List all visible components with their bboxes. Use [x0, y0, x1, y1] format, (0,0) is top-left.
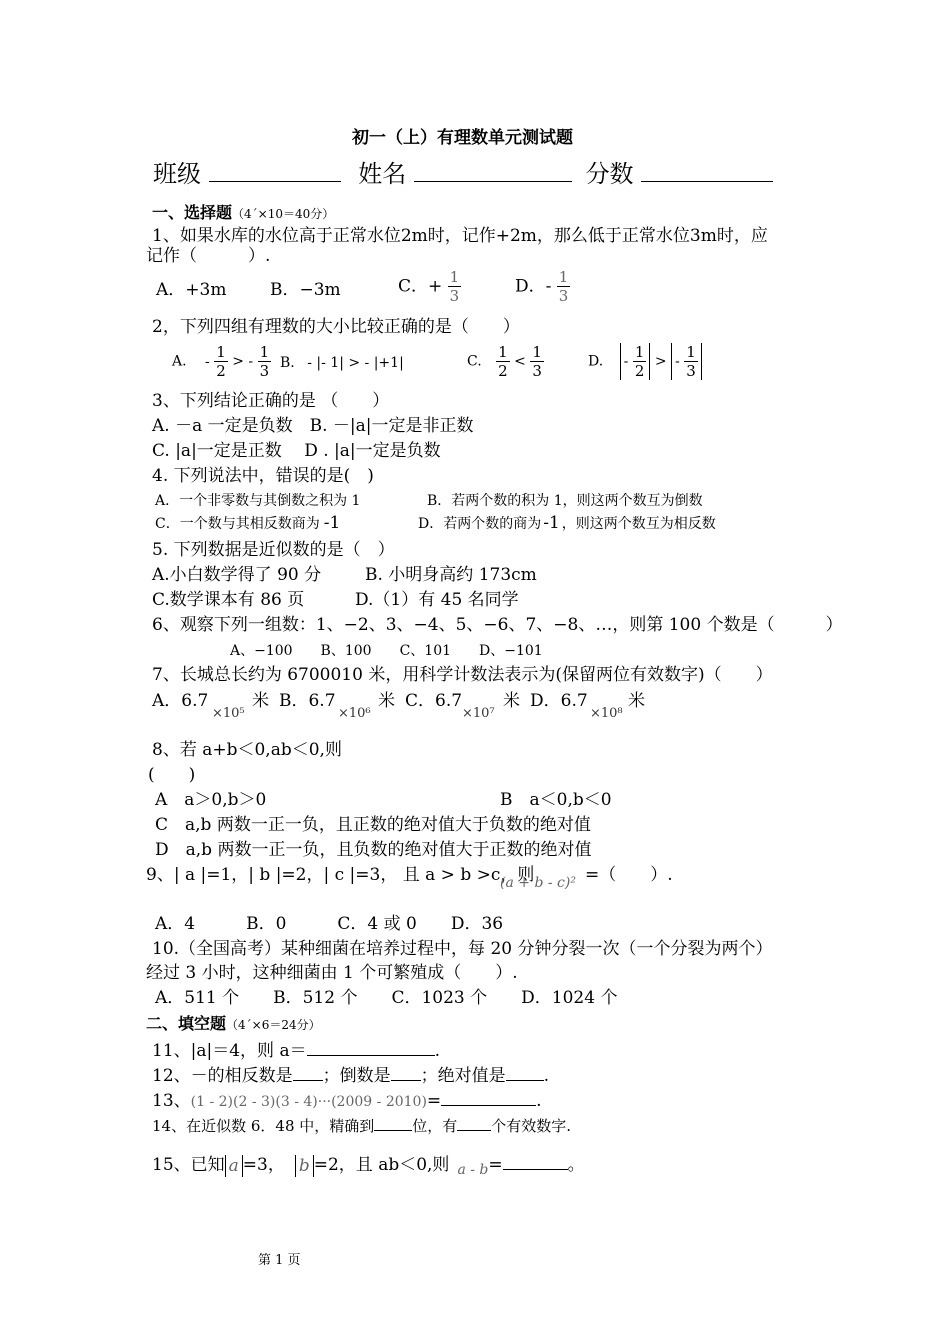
q2-option-d: [588, 343, 702, 380]
q14-text-tail: 个有效数字.: [491, 1117, 572, 1135]
q12-text-absolute: ；绝对值是: [420, 1066, 506, 1086]
q4-option-c: [155, 512, 340, 535]
q4-option-d-text: D．若两个数的商为: [418, 516, 542, 532]
q4-option-c-text: C．一个数与其相反数商为: [155, 516, 320, 532]
score-blank[interactable]: [641, 161, 773, 182]
q5-option-c: C.数学课本有 86 页: [152, 590, 305, 610]
q13-period: .: [536, 1091, 542, 1111]
q2-d-abs1: [620, 343, 651, 380]
q12-period: .: [543, 1066, 550, 1086]
minus-sign: -: [205, 353, 210, 370]
q5-stem: 5. 下列数据是近似数的是（ ）: [152, 540, 395, 560]
q6-options: A、−100 B、100 C、101 D、−101: [230, 643, 543, 659]
q14-precision-blank[interactable]: [374, 1113, 412, 1131]
fraction-numerator: 1: [449, 268, 460, 286]
q2-option-c: [467, 343, 544, 380]
q9-tail: =（ ）.: [585, 865, 673, 885]
q10-options: A．511 个 B．512 个 C．1023 个 D．1024 个: [155, 988, 618, 1008]
name-blank[interactable]: [414, 161, 572, 182]
q2-d-frac2: [684, 343, 698, 380]
section-choice-heading: [152, 202, 334, 225]
q15-text-condition: =2，且 ab＜0,则: [313, 1155, 450, 1175]
q3-options-ab: A. －a 一定是负数 B. －|a|一定是非正数: [152, 416, 474, 436]
fraction-denominator: 3: [259, 362, 270, 380]
q2-stem: 2，下列四组有理数的大小比较正确的是（ ）: [152, 317, 520, 337]
q4-option-d-tail: ，则这两个数互为相反数: [561, 516, 716, 532]
fraction-denominator: 3: [558, 287, 569, 305]
page-title: 初一（上）有理数单元测试题: [352, 128, 573, 148]
fraction-numerator: 1: [498, 343, 508, 361]
q14-digits-blank[interactable]: [457, 1113, 491, 1131]
q11-text: 11、|a|＝4，则 a＝: [152, 1041, 307, 1061]
q12-reciprocal-blank[interactable]: [391, 1063, 421, 1081]
q12: [152, 1063, 549, 1087]
q13-number: 13、: [152, 1091, 191, 1111]
q15-text-abs-a-value: =3，: [242, 1155, 285, 1175]
q9-options: A．4 B．0 C．4 或 0 D．36: [155, 914, 504, 934]
q1-option-b: B．−3m: [270, 280, 341, 300]
fraction-numerator: 1: [216, 343, 226, 361]
q12-absolute-blank[interactable]: [506, 1063, 544, 1081]
minus-sign: -: [675, 353, 680, 370]
name-label: 姓名: [358, 160, 407, 188]
q11-period: .: [434, 1041, 440, 1061]
q2-d-label: D.: [588, 353, 604, 370]
section-choice-title: 一、选择题: [152, 203, 233, 222]
q2-a-label: A.: [172, 353, 187, 370]
section-choice-note: （4´×10＝40分）: [232, 207, 335, 221]
q13-expression: (1 - 2)(2 - 3)(3 - 4)···(2009 - 2010): [190, 1094, 427, 1110]
q14: [152, 1113, 571, 1137]
q7-unit-b: 米: [378, 691, 395, 711]
q7-unit-c: 米: [503, 691, 520, 711]
q8-option-a: A a＞0,b＞0: [155, 790, 267, 810]
fraction-denominator: 3: [686, 362, 696, 380]
q4-option-a: A．一个非零数与其倒数之积为 1: [155, 493, 361, 509]
q1-option-c-prefix: C．+: [398, 276, 443, 297]
fraction-denominator: 3: [449, 287, 460, 305]
q15-abs-a-var: a: [228, 1155, 239, 1176]
q2-c-label: C.: [467, 353, 482, 370]
q2-option-b: [280, 352, 404, 374]
q15-text-given: 15、已知: [152, 1155, 225, 1175]
q15: [152, 1152, 585, 1181]
q1-option-c: [398, 268, 461, 305]
q3-stem: 3、下列结论正确的是 （ ）: [152, 391, 390, 411]
q10-stem-line2: 经过 3 小时，这种细菌由 1 个可繁殖成（ ）.: [146, 963, 518, 983]
fraction-denominator: 2: [634, 362, 645, 380]
q15-abs-b-var: b: [298, 1155, 310, 1176]
q13-equals: =: [426, 1091, 442, 1111]
q2-c-compare: <: [514, 353, 526, 370]
fraction-denominator: 3: [532, 362, 542, 380]
q7-option-c: C．6.7: [405, 691, 463, 711]
q1-stem-line1: 1、如果水库的水位高于正常水位2m时，记作+2m，那么低于正常水位3m时，应: [152, 226, 768, 246]
q15-equals: =: [488, 1155, 503, 1175]
q7-option-a: A．6.7: [152, 691, 209, 711]
fraction-numerator: 1: [532, 343, 542, 361]
q14-text-digits: 位，有: [412, 1117, 458, 1135]
q13: [152, 1088, 542, 1113]
q7-unit-a: 米: [252, 691, 269, 711]
q2-a-frac2: [258, 343, 272, 380]
q2-c-frac1: [496, 343, 510, 380]
section-fill-title: 二、填空题: [146, 1014, 227, 1033]
q1-stem-line2: 记作（ ）.: [146, 246, 271, 266]
q15-abs-a: [225, 1155, 243, 1177]
q7-sci-d: ×10⁸: [590, 706, 623, 721]
q9-expression: (a + b - c)²: [500, 875, 576, 891]
class-label: 班级: [153, 160, 201, 188]
q8-stem: 8、若 a+b＜0,ab＜0,则: [152, 740, 342, 760]
q12-opposite-blank[interactable]: [293, 1063, 323, 1081]
q2-b-expr: - |- 1| > - |+1|: [307, 355, 404, 371]
page-number: 第 1 页: [258, 1253, 301, 1268]
q1-option-d-fraction: [557, 268, 571, 305]
q2-c-frac2: [530, 343, 544, 380]
q15-period: 。: [567, 1155, 585, 1175]
q2-b-label: B.: [280, 355, 295, 371]
q3-options-cd: C. |a|一定是正数 D . |a|一定是负数: [152, 441, 441, 461]
q1-option-c-fraction: [448, 268, 462, 305]
section-fill-heading: [146, 1013, 321, 1036]
q7-sci-a: ×10⁵: [212, 706, 245, 721]
q4-option-c-value: -1: [323, 513, 341, 533]
q9-stem: 9、| a |=1，| b |=2，| c |=3， 且 a > b >c，则: [146, 865, 535, 885]
q7-option-d: D．6.7: [530, 691, 588, 711]
score-label: 分数: [585, 160, 634, 188]
q5-option-b: B. 小明身高约 173cm: [365, 565, 537, 585]
fraction-numerator: 1: [686, 343, 696, 361]
minus-sign: -: [623, 353, 629, 370]
fraction-numerator: 1: [558, 268, 569, 286]
q1-option-a: A．+3m: [156, 280, 227, 300]
q2-d-abs2: [671, 343, 702, 380]
q7-option-b: B．6.7: [279, 691, 336, 711]
fraction-denominator: 2: [216, 362, 226, 380]
q8-answer-paren: ( ): [148, 765, 196, 785]
q15-abs-b: [295, 1155, 314, 1177]
q10-stem-line1: 10.（全国高考）某种细菌在培养过程中，每 20 分钟分裂一次（一个分裂为两个）: [152, 939, 773, 959]
q2-d-compare: >: [654, 353, 667, 370]
student-info-line: [153, 159, 773, 189]
fraction-numerator: 1: [259, 343, 270, 361]
q2-a-compare: > -: [232, 353, 254, 370]
q5-option-d: D.（1）有 45 名同学: [355, 590, 519, 610]
section-fill-note: （4´×6＝24分）: [226, 1018, 321, 1032]
q15-expression: a - b: [457, 1162, 489, 1178]
q2-option-a: [172, 343, 271, 380]
q15-answer-blank[interactable]: [503, 1152, 568, 1170]
q7-stem: 7、长城总长约为 6700010 米，用科学计数法表示为(保留两位有效数字)（ ）: [152, 665, 773, 685]
q11: [152, 1038, 440, 1062]
q12-text-opposite: 12、－的相反数是: [152, 1066, 293, 1086]
q12-text-reciprocal: ；倒数是: [322, 1066, 391, 1086]
q2-a-frac1: [214, 343, 228, 380]
q8-option-b: B a＜0,b＜0: [500, 790, 612, 810]
q6-stem: 6、观察下列一组数：1、−2、3、−4、5、−6、7、−8、…，则第 100 个数是（ ）: [152, 615, 843, 635]
q5-option-a: A.小白数学得了 90 分: [152, 565, 322, 585]
q8-option-c: C a,b 两数一正一负，且正数的绝对值大于负数的绝对值: [155, 815, 591, 835]
q7-sci-c: ×10⁷: [462, 706, 495, 721]
q11-answer-blank[interactable]: [307, 1038, 435, 1056]
q13-answer-blank[interactable]: [441, 1088, 536, 1106]
class-blank[interactable]: [209, 161, 341, 182]
q1-option-d-prefix: D．-: [515, 276, 552, 297]
q4-option-d: [418, 512, 716, 535]
q7-sci-b: ×10⁶: [338, 706, 371, 721]
q14-text-precision: 14、在近似数 6．48 中，精确到: [152, 1117, 375, 1135]
q4-stem: 4. 下列说法中，错误的是( ): [152, 466, 374, 486]
q4-option-d-value: -1: [543, 513, 560, 533]
q2-d-frac1: [633, 343, 647, 380]
fraction-numerator: 1: [634, 343, 645, 361]
fraction-denominator: 2: [498, 362, 508, 380]
q1-option-d: [515, 268, 570, 305]
q4-option-b: B．若两个数的积为 1，则这两个数互为倒数: [427, 493, 703, 509]
q8-option-d: D a,b 两数一正一负，且负数的绝对值大于正数的绝对值: [155, 840, 592, 860]
q7-unit-d: 米: [628, 691, 645, 711]
